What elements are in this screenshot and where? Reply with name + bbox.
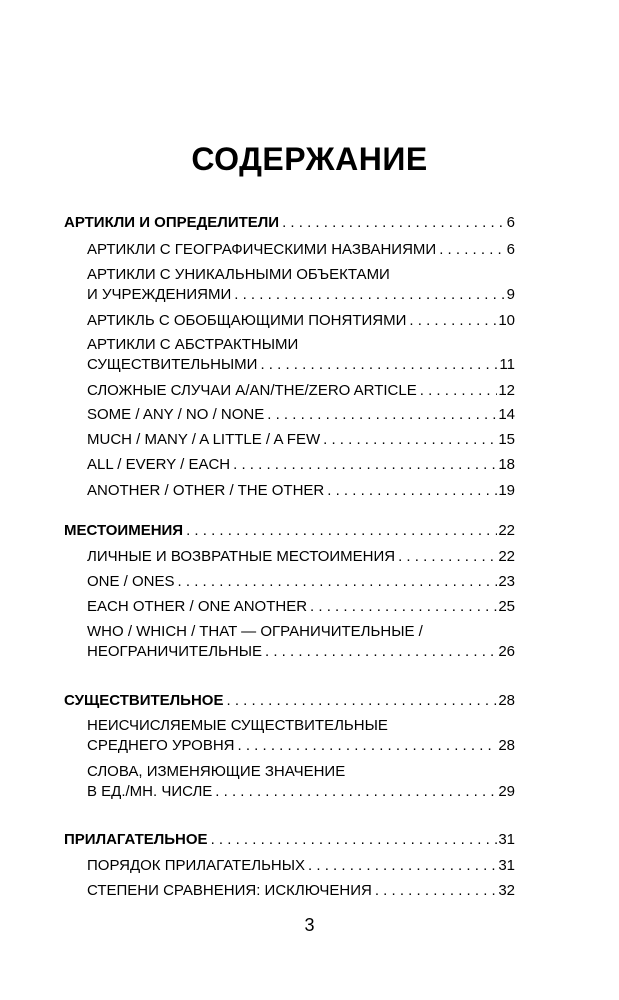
toc-item-label-line1: WHO / WHICH / THAT — ОГРАНИЧИТЕЛЬНЫЕ / bbox=[87, 623, 423, 640]
toc-item-label-line1: НЕИСЧИСЛЯЕМЫЕ СУЩЕСТВИТЕЛЬНЫЕ bbox=[87, 717, 388, 734]
page-number: 3 bbox=[304, 915, 315, 935]
toc-item-label: И УЧРЕЖДЕНИЯМИ bbox=[87, 286, 232, 303]
toc-item[interactable] bbox=[87, 572, 515, 592]
leader-dots bbox=[260, 355, 498, 375]
toc-section-label: ПРИЛАГАТЕЛЬНОЕ bbox=[64, 831, 208, 848]
toc-item[interactable] bbox=[87, 430, 515, 450]
toc-item-label: SOME / ANY / NO / NONE bbox=[87, 406, 265, 423]
toc-page-number: 9 bbox=[506, 286, 515, 303]
toc-item-label: ЛИЧНЫЕ И ВОЗВРАТНЫЕ МЕСТОИМЕНИЯ bbox=[87, 548, 396, 565]
toc-item-label: СУЩЕСТВИТЕЛЬНЫМИ bbox=[87, 356, 258, 373]
toc-item[interactable] bbox=[87, 881, 515, 901]
toc-item-label-line1: АРТИКЛИ С УНИКАЛЬНЫМИ ОБЪЕКТАМИ bbox=[87, 266, 390, 283]
toc-page-number: 31 bbox=[498, 831, 515, 848]
toc-item[interactable] bbox=[87, 716, 515, 756]
toc-item-label-line1: АРТИКЛИ С АБСТРАКТНЫМИ bbox=[87, 336, 299, 353]
leader-dots bbox=[178, 572, 498, 592]
toc-page-number: 28 bbox=[498, 692, 515, 709]
toc-item-label-line1: СЛОВА, ИЗМЕНЯЮЩИЕ ЗНАЧЕНИЕ bbox=[87, 763, 346, 780]
toc-item[interactable] bbox=[87, 381, 515, 401]
toc-page-number: 15 bbox=[498, 431, 515, 448]
toc-page-number: 11 bbox=[499, 356, 515, 373]
toc-section-label: СУЩЕСТВИТЕЛЬНОЕ bbox=[64, 692, 224, 709]
toc-page-number: 26 bbox=[498, 643, 515, 660]
toc-item-label: В ЕД./МН. ЧИСЛЕ bbox=[87, 783, 213, 800]
toc-section-label: МЕСТОИМЕНИЯ bbox=[64, 522, 184, 539]
toc-item[interactable] bbox=[87, 622, 515, 662]
leader-dots bbox=[375, 881, 497, 901]
toc-item-label: ANOTHER / OTHER / THE OTHER bbox=[87, 482, 325, 499]
toc-item-label: АРТИКЛЬ С ОБОБЩАЮЩИМИ ПОНЯТИЯМИ bbox=[87, 312, 407, 329]
toc-item[interactable] bbox=[87, 335, 515, 375]
leader-dots bbox=[282, 213, 506, 233]
toc-item[interactable] bbox=[87, 265, 515, 305]
toc-section-articles[interactable] bbox=[64, 213, 515, 233]
toc-item-label: ПОРЯДОК ПРИЛАГАТЕЛЬНЫХ bbox=[87, 857, 306, 874]
toc-page-number: 6 bbox=[506, 214, 515, 231]
leader-dots bbox=[226, 691, 497, 711]
toc-item-label: EACH OTHER / ONE ANOTHER bbox=[87, 598, 308, 615]
toc-item-label: АРТИКЛИ С ГЕОГРАФИЧЕСКИМИ НАЗВАНИЯМИ bbox=[87, 241, 437, 258]
toc-item-label: СТЕПЕНИ СРАВНЕНИЯ: ИСКЛЮЧЕНИЯ bbox=[87, 882, 372, 899]
leader-dots bbox=[238, 736, 498, 756]
toc-item[interactable] bbox=[87, 762, 515, 802]
toc-page-number: 32 bbox=[498, 882, 515, 899]
toc-section-nouns[interactable] bbox=[64, 691, 515, 711]
toc-page-number: 23 bbox=[498, 573, 515, 590]
toc-item-label: ALL / EVERY / EACH bbox=[87, 456, 231, 473]
leader-dots bbox=[398, 547, 497, 567]
leader-dots bbox=[234, 285, 505, 305]
toc-item[interactable] bbox=[87, 240, 515, 260]
leader-dots bbox=[265, 642, 497, 662]
leader-dots bbox=[215, 782, 497, 802]
leader-dots bbox=[310, 597, 497, 617]
toc-item[interactable] bbox=[87, 481, 515, 501]
toc-page-number: 6 bbox=[506, 241, 515, 258]
leader-dots bbox=[323, 430, 497, 450]
toc-page-number: 28 bbox=[498, 737, 515, 754]
leader-dots bbox=[439, 240, 505, 260]
toc-section-adjectives[interactable] bbox=[64, 830, 515, 850]
toc-item[interactable] bbox=[87, 405, 515, 425]
toc-page-number: 22 bbox=[498, 548, 515, 565]
leader-dots bbox=[186, 521, 497, 541]
toc-page-number: 31 bbox=[498, 857, 515, 874]
toc-item[interactable] bbox=[87, 597, 515, 617]
toc-item-label: MUCH / MANY / A LITTLE / A FEW bbox=[87, 431, 321, 448]
toc-item[interactable] bbox=[87, 311, 515, 331]
toc-section-label: АРТИКЛИ И ОПРЕДЕЛИТЕЛИ bbox=[64, 214, 280, 231]
toc-item-label: СЛОЖНЫЕ СЛУЧАИ A/AN/THE/ZERO ARTICLE bbox=[87, 382, 417, 399]
toc-item[interactable] bbox=[87, 856, 515, 876]
toc-item[interactable] bbox=[87, 547, 515, 567]
toc-page-number: 22 bbox=[498, 522, 515, 539]
toc-page-number: 18 bbox=[498, 456, 515, 473]
leader-dots bbox=[308, 856, 497, 876]
toc-item-label: ONE / ONES bbox=[87, 573, 175, 590]
toc-item-label: СРЕДНЕГО УРОВНЯ bbox=[87, 737, 235, 754]
toc-page-number: 12 bbox=[498, 382, 515, 399]
toc-item[interactable] bbox=[87, 455, 515, 475]
leader-dots bbox=[233, 455, 497, 475]
toc-item-label: НЕОГРАНИЧИТЕЛЬНЫЕ bbox=[87, 643, 262, 660]
toc-page-number: 19 bbox=[498, 482, 515, 499]
toc-page-number: 25 bbox=[498, 598, 515, 615]
page-title: СОДЕРЖАНИЕ bbox=[191, 141, 428, 177]
leader-dots bbox=[267, 405, 497, 425]
leader-dots bbox=[409, 311, 497, 331]
toc-page-number: 10 bbox=[498, 312, 515, 329]
toc-page-number: 14 bbox=[498, 406, 515, 423]
leader-dots bbox=[211, 830, 498, 850]
toc-section-pronouns[interactable] bbox=[64, 521, 515, 541]
leader-dots bbox=[327, 481, 497, 501]
leader-dots bbox=[420, 381, 498, 401]
toc-page-number: 29 bbox=[498, 783, 515, 800]
